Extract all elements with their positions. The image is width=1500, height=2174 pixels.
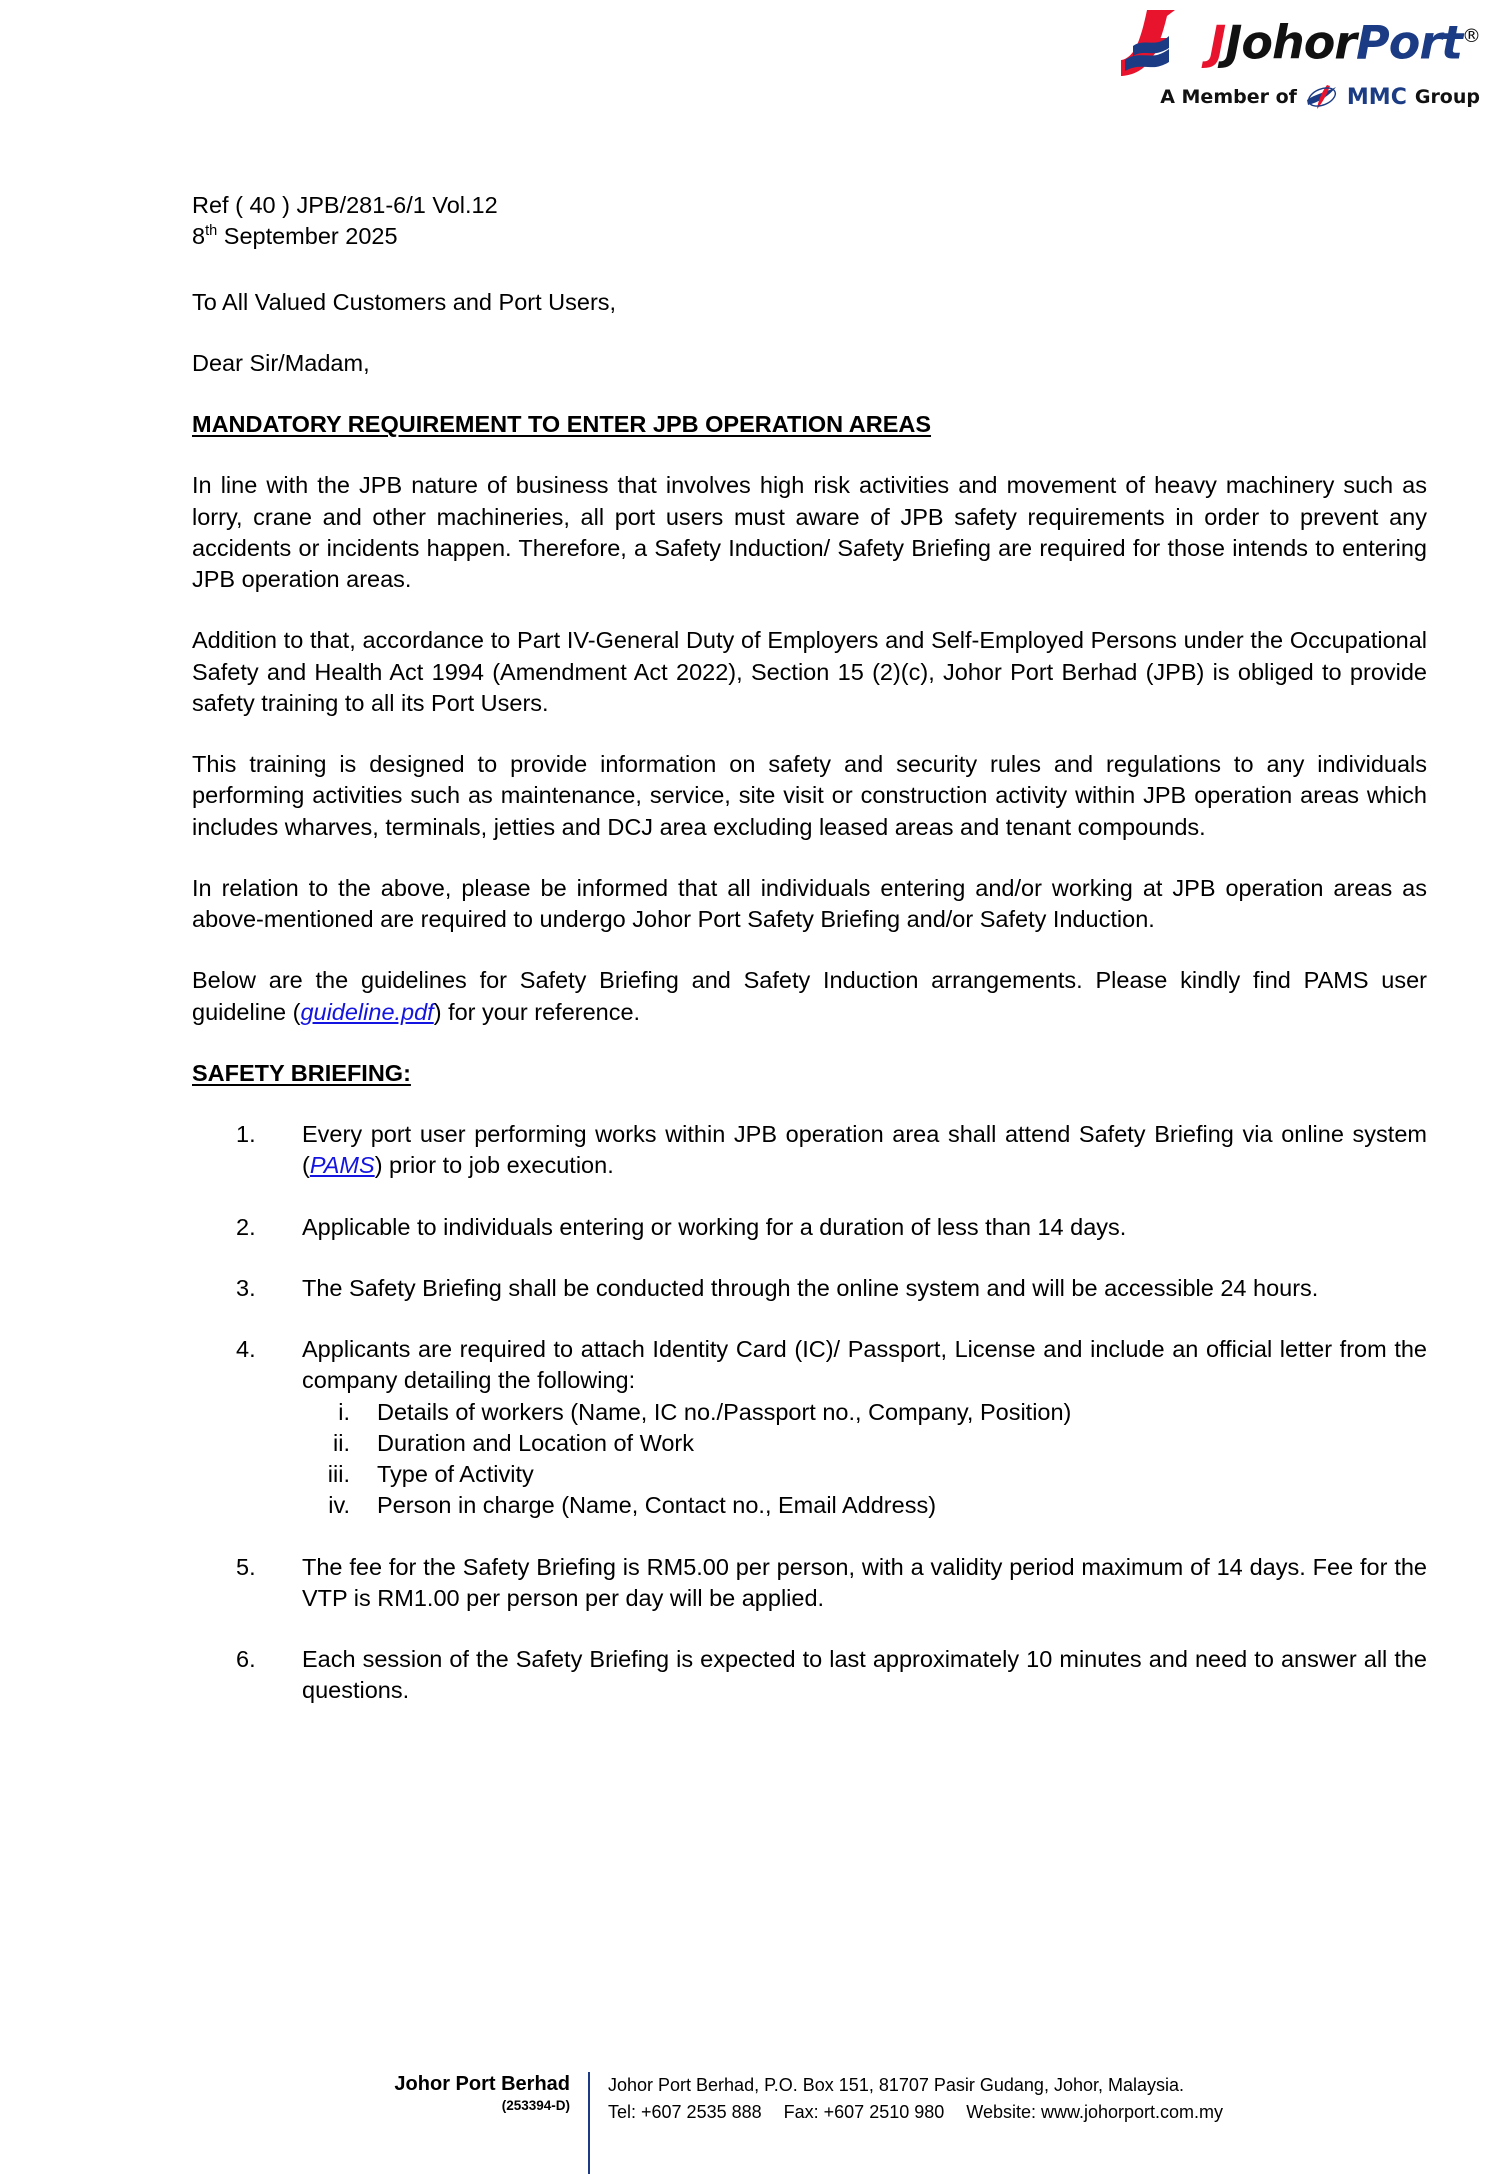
- list-item-number: 5.: [236, 1553, 256, 1580]
- letter-date: [192, 221, 1427, 252]
- list-item-number: 2.: [236, 1213, 256, 1240]
- subject-heading: MANDATORY REQUIREMENT TO ENTER JPB OPERATION AREAS: [192, 411, 932, 437]
- list-item-number: 4.: [236, 1336, 256, 1362]
- list-item-text: The Safety Briefing shall be conducted through the online system and will be accessible 24 hours.: [302, 1274, 1319, 1301]
- sub-list-item: [302, 1490, 1427, 1521]
- list-item-number: 3.: [236, 1274, 256, 1301]
- date-month-year: September 2025: [217, 223, 398, 250]
- brand-word-port: Port: [1356, 15, 1462, 70]
- list-item-number: 1.: [236, 1121, 256, 1147]
- list-item: [192, 1334, 1427, 1522]
- list-item-text-after: ) prior to job execution.: [374, 1152, 614, 1179]
- reference-block: [192, 190, 1427, 253]
- registered-mark-icon: ®: [1462, 25, 1480, 47]
- footer-content: [350, 2072, 1223, 2174]
- footer-company-block: [350, 2072, 588, 2116]
- brand-logo: [1060, 8, 1480, 80]
- footer-contact-block: [590, 2072, 1223, 2126]
- reference-number: Ref ( 40 ) JPB/281-6/1 Vol.12: [192, 192, 498, 218]
- list-item-text: Applicants are required to attach Identity Card (IC)/ Passport, License and include an official letter from the company detailing the following:: [302, 1336, 1427, 1394]
- list-item-text: Applicable to individuals entering or working for a duration of less than 14 days.: [302, 1213, 1127, 1240]
- pams-link[interactable]: PAMS: [309, 1152, 375, 1179]
- list-item-text: The fee for the Safety Briefing is RM5.00 per person, with a validity period maximum of 14 days. Fee for the VTP is RM1.00 per person per day will be applied.: [302, 1553, 1427, 1611]
- sub-list-text: Person in charge (Name, Contact no., Email Address): [377, 1492, 937, 1519]
- paragraph-5-text-before: Below are the guidelines for Safety Briefing and Safety Induction arrangements. Please kindly find PAMS user guideline (: [192, 967, 1427, 1025]
- paragraph-3: This training is designed to provide information on safety and security rules and regulations to any individuals performing activities such as maintenance, service, site visit or construction activity within JPB operation areas which includes wharves, terminals, jetties and DCJ area excluding leased areas and tenant compounds.: [192, 751, 1427, 840]
- member-of-line: [1060, 84, 1480, 110]
- paragraph-2: Addition to that, accordance to Part IV-General Duty of Employers and Self-Employed Persons under the Occupational Safety and Health Act 1994 (Amendment Act 2022), Section 15 (2)(c), Johor Port Berhad (JPB) is obliged to provide safety training to all its Port Users.: [192, 627, 1427, 716]
- list-item-text-before: Every port user performing works within JPB operation area shall attend Safety Briefing via online system (: [302, 1121, 1427, 1179]
- list-item: [192, 1119, 1427, 1182]
- letter-body: [192, 190, 1427, 1737]
- list-item: [192, 1212, 1427, 1243]
- paragraph-5-text-after: ) for your reference.: [433, 998, 641, 1025]
- safety-briefing-heading: SAFETY BRIEFING:: [192, 1059, 411, 1086]
- sub-list-item: [302, 1459, 1427, 1490]
- list-item: [192, 1552, 1427, 1615]
- list-item: [192, 1273, 1427, 1304]
- johorport-logo-icon: [1117, 8, 1203, 80]
- addressee-line: To All Valued Customers and Port Users,: [192, 288, 617, 315]
- sub-list-marker: iv.: [328, 1492, 350, 1519]
- group-label: Group: [1414, 86, 1480, 108]
- footer-telephone: Tel: +607 2535 888: [608, 2102, 762, 2122]
- paragraph-4: In relation to the above, please be informed that all individuals entering and/or working at JPB operation areas as above-mentioned are required to undergo Johor Port Safety Briefing and/or Safety Induction.: [192, 874, 1427, 932]
- date-day: 8: [192, 223, 206, 250]
- sub-list: [302, 1397, 1427, 1522]
- brand-word-j: J: [1209, 15, 1226, 70]
- footer-address: Johor Port Berhad, P.O. Box 151, 81707 Pasir Gudang, Johor, Malaysia.: [608, 2075, 1185, 2095]
- sub-list-item: [302, 1428, 1427, 1459]
- footer-website: Website: www.johorport.com.my: [966, 2102, 1224, 2122]
- paragraph-1: In line with the JPB nature of business that involves high risk activities and movement of heavy machinery such as lorry, crane and other machineries, all port users must aware of JPB safety requirements in order to prevent any accidents or incidents happen. Therefore, a Safety Induction/ Safety Briefing are required for those intends to entering JPB operation areas.: [192, 472, 1427, 592]
- date-ordinal-suffix: th: [205, 223, 218, 240]
- member-of-label: A Member of: [1160, 86, 1297, 108]
- mmc-star-icon: [1305, 84, 1339, 110]
- list-item-number: 6.: [236, 1646, 256, 1672]
- sub-list-text: Details of workers (Name, IC no./Passport no., Company, Position): [377, 1398, 1072, 1425]
- sub-list-marker: iii.: [327, 1461, 350, 1487]
- list-item: [192, 1644, 1427, 1707]
- list-item-text: Each session of the Safety Briefing is expected to last approximately 10 minutes and need to answer all the questions.: [302, 1646, 1427, 1704]
- sub-list-marker: ii.: [333, 1429, 350, 1456]
- sub-list-text: Duration and Location of Work: [377, 1429, 694, 1456]
- sub-list-marker: i.: [338, 1398, 350, 1425]
- mmc-label: MMC: [1346, 84, 1407, 110]
- sub-list-item: [302, 1397, 1427, 1428]
- page-footer: [0, 2054, 1500, 2174]
- safety-briefing-list: [192, 1119, 1427, 1707]
- salutation-line: Dear Sir/Madam,: [192, 349, 370, 376]
- footer-contact-line: [608, 2099, 1223, 2126]
- footer-fax: Fax: +607 2510 980: [783, 2102, 945, 2122]
- sub-list-text: Type of Activity: [377, 1461, 534, 1487]
- brand-wordmark: [1209, 8, 1480, 70]
- footer-company-name: Johor Port Berhad: [394, 2073, 570, 2095]
- brand-word-johor: Johor: [1225, 15, 1356, 70]
- letterhead: [1060, 8, 1480, 110]
- footer-registration-number: (253394-D): [501, 2098, 570, 2113]
- paragraph-5: [192, 965, 1427, 1028]
- guideline-pdf-link[interactable]: guideline.pdf: [300, 998, 434, 1025]
